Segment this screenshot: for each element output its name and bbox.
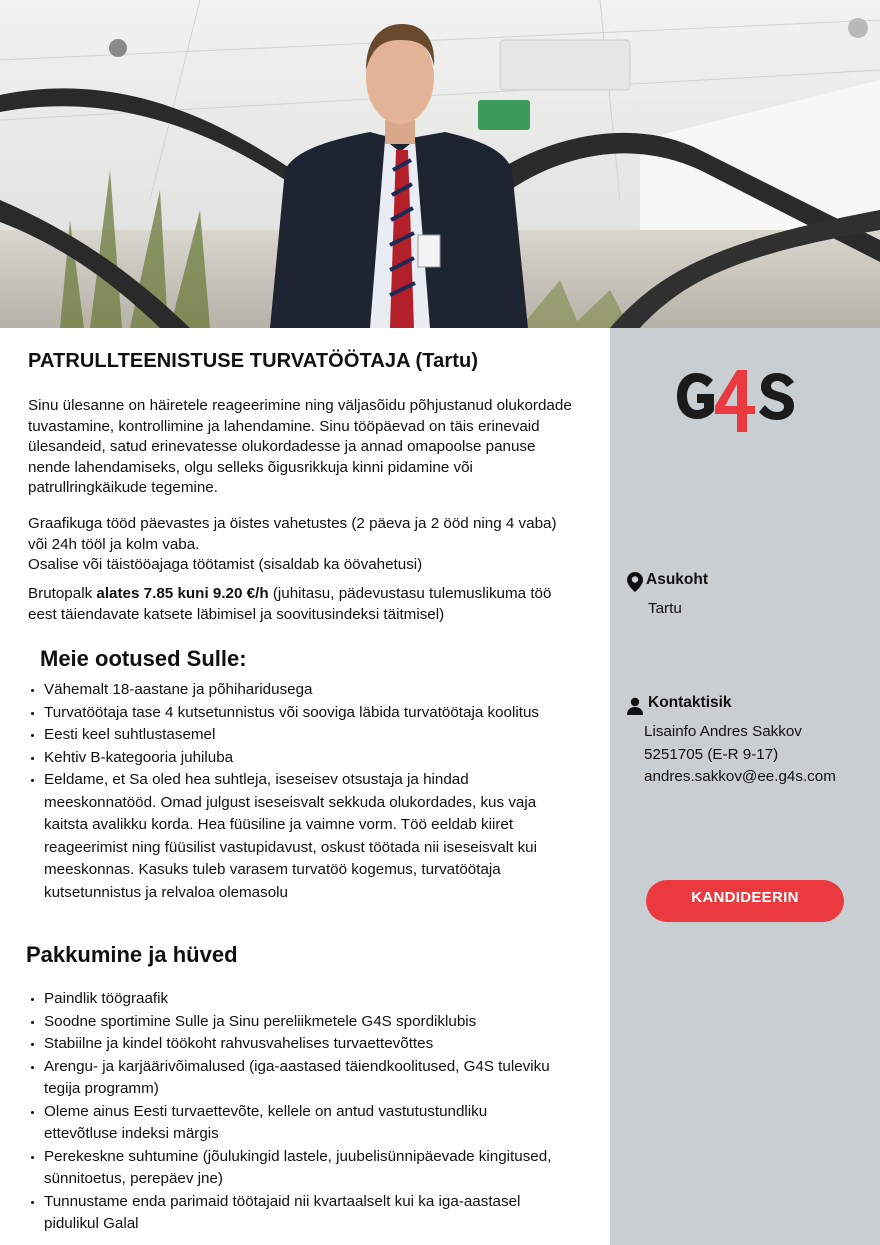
list-item: Paindlik töögraafik <box>44 988 564 1011</box>
list-item: Vähemalt 18-aastane ja põhiharidusega <box>44 679 564 702</box>
location-value: Tartu <box>648 600 682 617</box>
salary-range: alates 7.85 kuni 9.20 €/h <box>96 585 269 602</box>
contact-label: Kontaktisik <box>648 694 732 711</box>
benefits-heading: Pakkumine ja hüved <box>26 942 238 967</box>
apply-button[interactable]: KANDIDEERIN <box>646 880 844 922</box>
contact-name: Lisainfo Andres Sakkov <box>644 723 802 740</box>
expectations-heading: Meie ootused Sulle: <box>40 646 247 671</box>
sidebar <box>610 328 880 1245</box>
list-item: Stabiilne ja kindel töökoht rahvusvahelises turvaettevõttes <box>44 1033 564 1056</box>
list-item: Tunnustame enda parimaid töötajaid nii kvartaalselt kui ka iga-aastasel pidulikul Galal <box>44 1191 564 1236</box>
person-icon <box>626 697 644 720</box>
schedule-info <box>28 514 573 576</box>
list-item: Perekeskne suhtumine (jõulukingid lastele, juubelisünnipäevade kingitused, sünnitoetus, perepäev jne) <box>44 1146 564 1191</box>
hero-photo <box>0 0 880 328</box>
schedule-line: Osalise või täistööajaga töötamist (sisaldab ka öövahetusi) <box>28 556 423 573</box>
salary-info <box>28 584 573 625</box>
security-guard-photo <box>0 0 880 328</box>
location-label: Asukoht <box>646 571 708 588</box>
salary-details: (juhitasu, pädevustasu tulemuslikuma töö eest täiendavate katsete läbimisel ja soovitusindeksi täitmisel) <box>28 585 552 623</box>
g4s-logo <box>675 366 799 441</box>
g4s-logo-icon <box>675 366 799 436</box>
job-description: Sinu ülesanne on häiretele reageerimine ning väljasõidu põhjustanud olukordade tuvastamine, kontrollimine ja lahendamine. Sinu tööpäevad on täis erinevaid ülesandeid, satud erinevatesse olukordadesse ja annad omapoolse panuse nende lahendamiseks, olgu selleks õigusrikkuja kinni pidamine või patrullringkäikude tegemine. <box>28 397 572 496</box>
list-item: Kehtiv B-kategooria juhiluba <box>44 747 564 770</box>
contact-details <box>644 721 836 789</box>
list-item: Oleme ainus Eesti turvaettevõte, kellele on antud vastutustundliku ettevõtluse indeksi märgis <box>44 1101 564 1146</box>
schedule-line: Graafikuga tööd päevastes ja öistes vahetustes (2 päeva ja 2 ööd ning 4 vaba) või 24h tööl ja kolm vaba. <box>28 515 557 553</box>
list-item: Eesti keel suhtlustasemel <box>44 724 564 747</box>
salary-prefix: Brutopalk <box>28 585 97 602</box>
contact-phone: 5251705 (E-R 9-17) <box>644 745 779 763</box>
list-item: Arengu- ja karjäärivõimalused (iga-aastased täiendkoolitused, G4S tuleviku tegija programm) <box>44 1056 564 1101</box>
contact-email[interactable]: andres.sakkov@ee.g4s.com <box>644 768 836 785</box>
benefits-list <box>28 988 564 1236</box>
list-item: Eeldame, et Sa oled hea suhtleja, iseseisev otsustaja ja hindad meeskonnatööd. Omad julgust iseseisvalt sekkuda olukordades, kus vaja kaitsta avalikku korda. Hea füüsiline ja vaimne vorm. Töö eeldab kiiret reageerimist ning füüsilist vastupidavust, oskust töötada nii iseseisvalt kui meeskonnas. Kasuks tuleb varasem turvatöö kogemus, turvatöötaja kutsetunnistus ja relvaloa olemasolu <box>44 769 564 904</box>
list-item: Soodne sportimine Sulle ja Sinu pereliikmetele G4S spordiklubis <box>44 1011 564 1034</box>
location-pin-icon <box>626 571 644 598</box>
list-item: Turvatöötaja tase 4 kutsetunnistus või sooviga läbida turvatöötaja koolitus <box>44 702 564 725</box>
job-title: PATRULLTEENISTUSE TURVATÖÖTAJA (Tartu) <box>28 350 479 372</box>
expectations-list <box>28 679 564 904</box>
